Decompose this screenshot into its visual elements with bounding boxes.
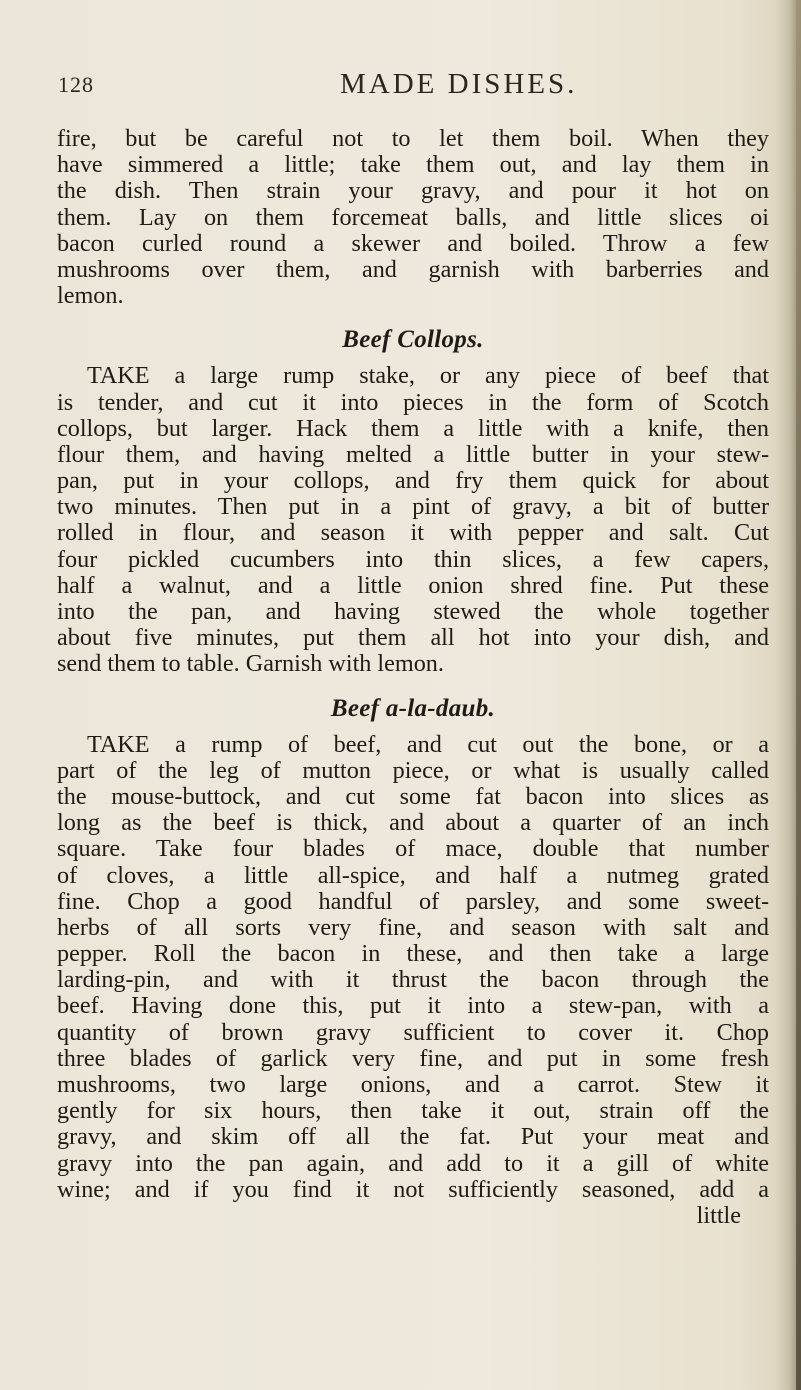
text-line: have simmered a little; take them out, and lay them in [57, 151, 769, 179]
text-line: pepper. Roll the bacon in these, and then take a large [57, 940, 769, 968]
text-line: long as the beef is thick, and about a quarter of an inch [57, 809, 769, 837]
running-head: MADE DISHES. [340, 68, 578, 100]
text-line: mushrooms over them, and garnish with barberries and [57, 255, 769, 283]
text-line: mushrooms, two large onions, and a carrot. Stew it [57, 1071, 769, 1098]
text-line: gently for six hours, then take it out, strain off the [57, 1097, 769, 1125]
page-number: 128 [58, 72, 94, 97]
text-line: rolled in flour, and season it with pepper and salt. Cut [57, 519, 769, 547]
text-line: bacon curled round a skewer and boiled. Throw a few [57, 229, 769, 257]
recipe-heading-beef-a-la-daub: Beef a-la-daub. [330, 694, 496, 722]
text-line: collops, but larger. Hack them a little with a knife, then [57, 414, 769, 442]
recipe-heading-beef-collops: Beef Collops. [342, 326, 484, 354]
text-line: larding-pin, and with it thrust the bacon through the [57, 966, 769, 994]
page-header [58, 58, 758, 108]
text-line: wine; and if you find it not sufficiently seasoned, add a [57, 1175, 769, 1203]
paragraph-beef-collops [57, 363, 769, 677]
text-line: four pickled cucumbers into thin slices, a few capers, [57, 545, 769, 573]
text-line: TAKE a rump of beef, and cut out the bone, or a [87, 730, 769, 758]
text-line: square. Take four blades of mace, double that number [57, 835, 769, 863]
text-line: gravy, and skim off all the fat. Put your meat and [57, 1123, 769, 1151]
text-line: gravy into the pan again, and add to it a gill of white [57, 1149, 769, 1177]
text-line: the dish. Then strain your gravy, and pour it hot on [57, 177, 769, 205]
text-line: TAKE a large rump stake, or any piece of beef that [87, 362, 769, 390]
catchword: little [696, 1201, 741, 1229]
page-edge [796, 0, 801, 1390]
text-line: fine. Chop a good handful of parsley, and some sweet- [57, 887, 769, 915]
text-line: three blades of garlick very fine, and put in some fresh [57, 1044, 769, 1072]
text-line: lemon. [57, 282, 124, 310]
text-line: part of the leg of mutton piece, or what is usually called [57, 756, 769, 784]
paragraph-beef-a-la-daub [57, 732, 769, 1203]
text-line: pan, put in your collops, and fry them quick for about [57, 467, 769, 495]
text-line: quantity of brown gravy sufficient to cover it. Chop [57, 1018, 769, 1046]
page-body [57, 126, 769, 1229]
paragraph-continued [57, 126, 769, 309]
text-line: about five minutes, put them all hot into your dish, and [57, 624, 769, 652]
text-line: is tender, and cut it into pieces in the form of Scotch [57, 388, 769, 416]
text-line: herbs of all sorts very fine, and season with salt and [57, 913, 769, 941]
text-line: fire, but be careful not to let them boil. When they [57, 125, 769, 152]
text-line: beef. Having done this, put it into a stew-pan, with a [57, 992, 769, 1020]
text-line: of cloves, a little all-spice, and half a nutmeg grated [57, 861, 769, 889]
text-line: them. Lay on them forcemeat balls, and little slices oi [57, 203, 769, 231]
text-line: send them to table. Garnish with lemon. [57, 650, 444, 678]
text-line: half a walnut, and a little onion shred fine. Put these [57, 571, 769, 599]
text-line: two minutes. Then put in a pint of gravy, a bit of butter [57, 493, 769, 521]
text-line: flour them, and having melted a little butter in your stew- [57, 440, 769, 468]
text-line: the mouse-buttock, and cut some fat bacon into slices as [57, 782, 769, 810]
text-line: into the pan, and having stewed the whole together [57, 598, 769, 625]
